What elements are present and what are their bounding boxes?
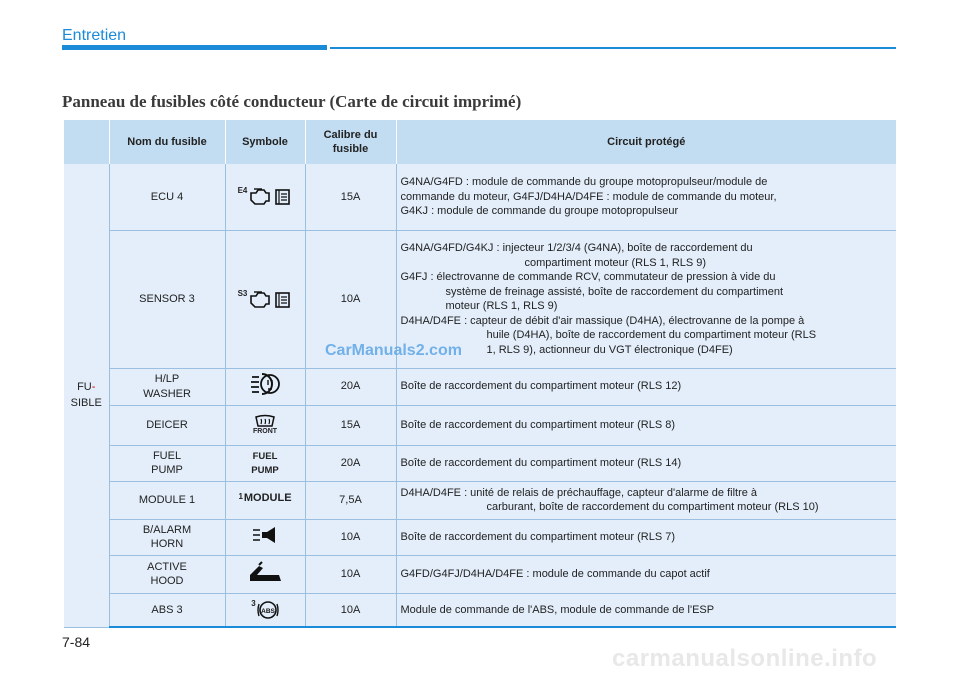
circuit-line: G4KJ : module de commande du groupe motopropulseur	[400, 205, 679, 217]
circuit-line: G4NA/G4FD/G4KJ : injecteur 1/2/3/4 (G4NA), boîte de raccordement du	[400, 242, 753, 254]
page-number: 7-84	[62, 634, 91, 650]
fuse-rating: 10A	[305, 593, 396, 627]
circuit-line: compartiment moteur (RLS 1, RLS 9)	[524, 256, 707, 269]
page-heading: Panneau de fusibles côté conducteur (Carte de circuit imprimé)	[62, 92, 522, 111]
fuse-rating: 7,5A	[305, 481, 396, 519]
circuit-line: G4FD/G4FJ/D4HA/D4FE : module de commande du capot actif	[400, 567, 710, 580]
fuse-rating: 10A	[305, 555, 396, 593]
fuse-name: ECU 4	[109, 164, 225, 230]
module-label: 1 MODULE	[238, 492, 292, 505]
fuse-circuit	[396, 164, 896, 230]
fuse-symbol	[225, 593, 305, 627]
circuit-line: Boîte de raccordement du compartiment moteur (RLS 12)	[400, 380, 682, 393]
circuit-line: moteur (RLS 1, RLS 9)	[445, 300, 558, 312]
abs-icon: 3 ABS	[251, 600, 278, 620]
fuse-circuit	[396, 368, 896, 405]
fuse-symbol	[225, 445, 305, 481]
table-row	[64, 405, 896, 445]
footer-watermark: carmanualsonline.info	[612, 645, 878, 672]
fuse-symbol	[225, 164, 305, 230]
circuit-line: Module de commande de l'ABS, module de commande de l'ESP	[400, 603, 715, 616]
header-circuit: Circuit protégé	[396, 120, 896, 164]
circuit-line: 1, RLS 9), actionneur du VGT électronique (D4FE)	[486, 343, 733, 356]
fuse-rating: 20A	[305, 445, 396, 481]
alarm-horn-icon	[251, 526, 279, 544]
table-row	[64, 445, 896, 481]
svg-text:ABS: ABS	[260, 608, 275, 616]
fuse-circuit	[396, 593, 896, 627]
engine-sensor-icon: S3	[238, 290, 293, 310]
header-fuse-name: Nom du fusible	[109, 120, 225, 164]
circuit-line: Boîte de raccordement du compartiment moteur (RLS 14)	[400, 456, 682, 469]
table-row	[64, 164, 896, 230]
watermark: CarManuals2.com	[325, 342, 462, 359]
fuse-rating: 20A	[305, 368, 396, 405]
circuit-line: Boîte de raccordement du compartiment moteur (RLS 7)	[400, 530, 676, 543]
fuse-rating: 10A	[305, 230, 396, 368]
headlamp-washer-icon	[248, 371, 282, 397]
fuse-group-label: FU- SIBLE	[64, 164, 109, 627]
section-title: Entretien	[62, 27, 127, 44]
fuse-circuit	[396, 519, 896, 555]
circuit-line: G4FJ : électrovanne de commande RCV, commutateur de pression à vide du	[400, 271, 776, 283]
fuse-name: ABS 3	[109, 593, 225, 627]
fuse-rating: 15A	[305, 164, 396, 230]
header-rule-thin	[330, 47, 896, 49]
fuse-symbol	[225, 555, 305, 593]
engine-ecu-icon: E4	[238, 187, 293, 207]
fuse-name: B/ALARM HORN	[109, 519, 225, 555]
header-rule-thick	[62, 45, 327, 50]
circuit-line: D4HA/D4FE : capteur de débit d'air massique (D4HA), électrovanne de la pompe à	[400, 314, 805, 327]
table-header-row	[64, 120, 896, 164]
table-row	[64, 368, 896, 405]
fuse-name: SENSOR 3	[109, 230, 225, 368]
circuit-line: système de freinage assisté, boîte de raccordement du compartiment	[445, 285, 784, 298]
active-hood-icon	[247, 561, 283, 583]
fuse-name: H/LP WASHER	[109, 368, 225, 405]
circuit-line: D4HA/D4FE : unité de relais de préchauffage, capteur d'alarme de filtre à	[400, 486, 758, 499]
fuse-symbol	[225, 230, 305, 368]
table-row	[64, 481, 896, 519]
fuse-symbol	[225, 368, 305, 405]
fuse-circuit	[396, 445, 896, 481]
fuse-rating: 15A	[305, 405, 396, 445]
fuse-name: ACTIVE HOOD	[109, 555, 225, 593]
fuse-symbol	[225, 481, 305, 519]
circuit-line: carburant, boîte de raccordement du compartiment moteur (RLS 10)	[486, 501, 819, 513]
table-row	[64, 593, 896, 627]
fuse-name: FUEL PUMP	[109, 445, 225, 481]
circuit-line: commande du moteur, G4FJ/D4HA/D4FE : module de commande du moteur,	[400, 190, 777, 203]
header-symbol: Symbole	[225, 120, 305, 164]
header-blank	[64, 120, 109, 164]
fuse-circuit	[396, 405, 896, 445]
fuse-rating: 10A	[305, 519, 396, 555]
table-row	[64, 555, 896, 593]
fuel-pump-label: FUEL PUMP	[251, 450, 279, 476]
fuse-name: DEICER	[109, 405, 225, 445]
front-defroster-icon: FRONT	[253, 414, 277, 436]
fuse-circuit	[396, 481, 896, 519]
fuse-symbol	[225, 405, 305, 445]
fuse-circuit	[396, 555, 896, 593]
table-row	[64, 230, 896, 368]
header-rating: Calibre du fusible	[305, 120, 396, 164]
fuse-table	[64, 120, 896, 628]
circuit-line: huile (D4HA), boîte de raccordement du compartiment moteur (RLS	[486, 329, 817, 341]
table-row	[64, 519, 896, 555]
fuse-symbol	[225, 519, 305, 555]
circuit-line: Boîte de raccordement du compartiment moteur (RLS 8)	[400, 418, 676, 431]
circuit-line: G4NA/G4FD : module de commande du groupe motopropulseur/module de	[400, 176, 768, 188]
fuse-name: MODULE 1	[109, 481, 225, 519]
fuse-circuit	[396, 230, 896, 368]
